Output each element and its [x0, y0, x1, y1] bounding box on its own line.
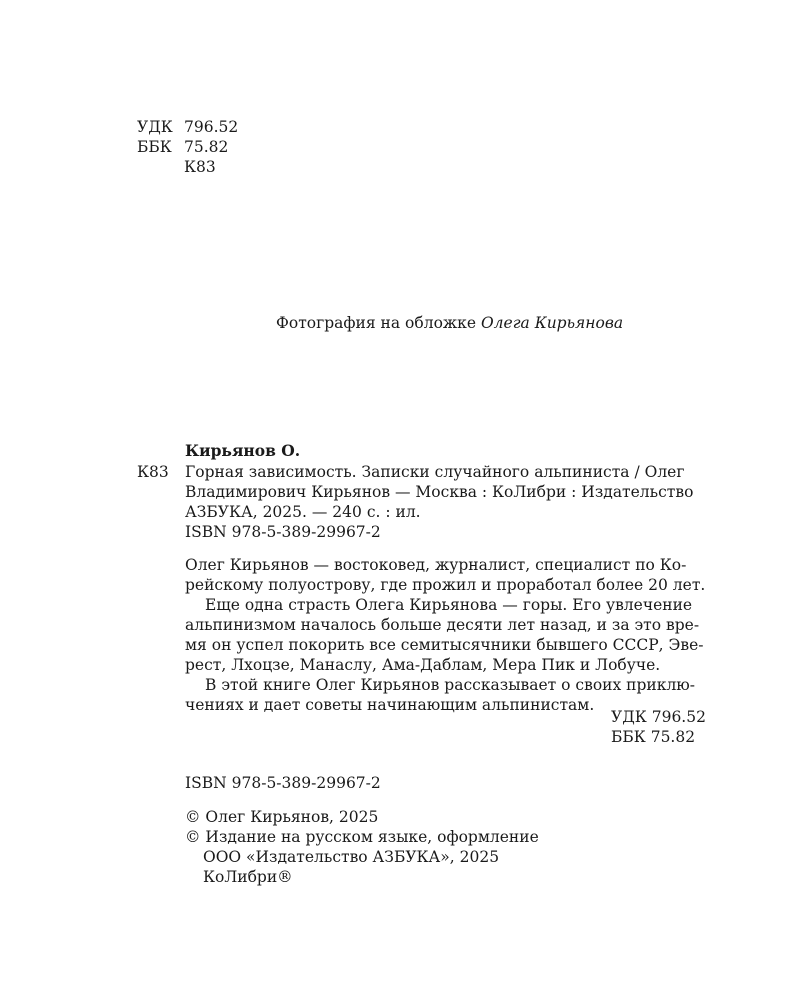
classification-right [611, 707, 706, 747]
isbn-bottom: ISBN 978-5-389-29967-2 [185, 774, 381, 792]
author-mark: К83 [184, 158, 216, 176]
bbk-right: ББК 75.82 [611, 728, 696, 746]
copyright-imprint: КоЛибри® [203, 868, 293, 886]
udk-label: УДК [137, 118, 173, 136]
copyright-publisher: ООО «Издательство АЗБУКА», 2025 [203, 848, 500, 866]
copyright-edition: © Издание на русском языке, оформление [185, 828, 539, 846]
photo-credit-prefix: Фотография на обложке [276, 314, 481, 332]
biblio-line: Владимирович Кирьянов — Москва : КоЛибри : Издательство [185, 483, 694, 501]
biblio-line: Горная зависимость. Записки случайного альпиниста / Олег [185, 463, 685, 481]
bibliographic-author-mark: К83 [137, 463, 169, 481]
annotation [185, 555, 715, 715]
bbk-value: 75.82 [184, 138, 229, 156]
annotation-line: рест, Лхоцзе, Манаслу, Ама-Даблам, Мера Пик и Лобуче. [185, 656, 661, 674]
annotation-line: чениях и дает советы начинающим альпинистам. [185, 696, 595, 714]
classification-block [137, 117, 238, 177]
photo-credit-name: Олега Кирьянова [480, 314, 624, 332]
udk-right: УДК 796.52 [611, 708, 706, 726]
annotation-line: В этой книге Олег Кирьянов рассказывает о своих приклю- [205, 676, 696, 694]
udk-value: 796.52 [184, 118, 239, 136]
copyright-author: © Олег Кирьянов, 2025 [185, 808, 379, 826]
annotation-line: альпинизмом началось больше десяти лет назад, и за это вре- [185, 616, 700, 634]
biblio-line: АЗБУКА, 2025. — 240 с. : ил. [185, 503, 421, 521]
annotation-line: рейскому полуострову, где прожил и проработал более 20 лет. [185, 576, 706, 594]
bbk-label: ББК [137, 138, 172, 156]
annotation-line: Олег Кирьянов — востоковед, журналист, специалист по Ко- [185, 556, 687, 574]
biblio-isbn: ISBN 978-5-389-29967-2 [185, 523, 381, 541]
bibliographic-description [185, 462, 715, 542]
annotation-line: мя он успел покорить все семитысячники бывшего СССР, Эве- [185, 636, 704, 654]
annotation-line: Еще одна страсть Олега Кирьянова — горы. Его увлечение [205, 596, 693, 614]
copyright-block [185, 807, 539, 887]
author-heading: Кирьянов О. [185, 441, 301, 460]
photo-credit [276, 313, 623, 333]
